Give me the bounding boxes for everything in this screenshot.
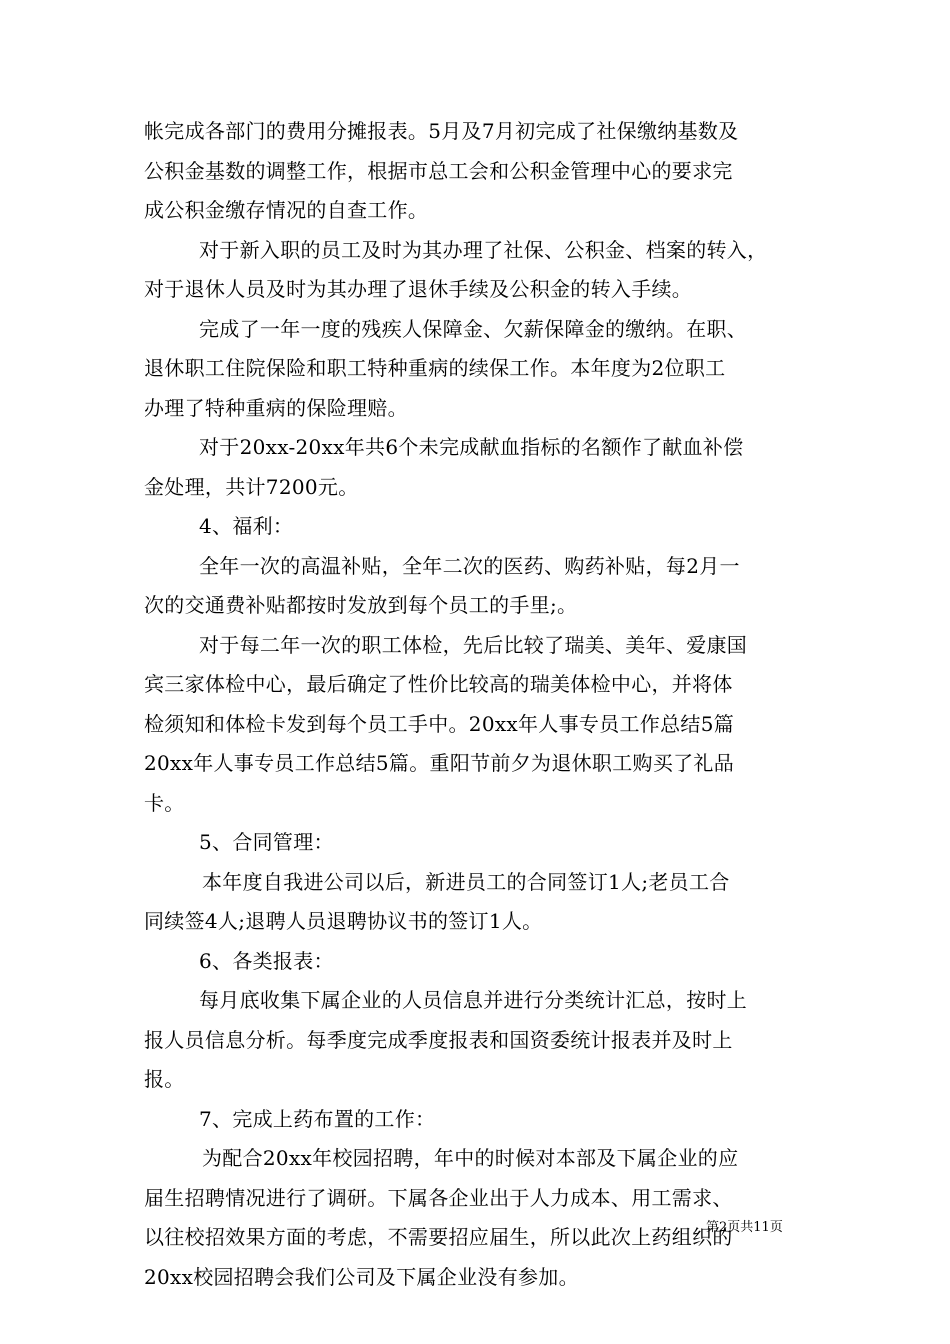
text-line: 成公积金缴存情况的自查工作。 bbox=[144, 198, 429, 222]
text-line: 届生招聘情况进行了调研。下属各企业出于人力成本、用工需求、 bbox=[144, 1185, 733, 1210]
text-line: 为配合20xx年校园招聘，年中的时候对本部及下属企业的应 bbox=[202, 1146, 739, 1170]
text-line: 对于每二年一次的职工体检，先后比较了瑞美、美年、爱康国 bbox=[199, 632, 748, 657]
text-line: 本年度自我进公司以后，新进员工的合同签订1人;老员工合 bbox=[202, 869, 730, 894]
page-number-footer: 第2页共11页 bbox=[706, 1220, 783, 1235]
text-line: 宾三家体检中心，最后确定了性价比较高的瑞美体检中心，并将体 bbox=[144, 672, 733, 696]
section-heading: 5、合同管理： bbox=[199, 830, 334, 854]
text-line: 检须知和体检卡发到每个员工手中。20xx年人事专员工作总结5篇 bbox=[144, 711, 735, 736]
section-heading: 4、福利： bbox=[199, 514, 294, 538]
text-line: 帐完成各部门的费用分摊报表。5月及7月初完成了社保缴纳基数及 bbox=[144, 119, 739, 143]
text-line: 办理了特种重病的保险理赔。 bbox=[144, 395, 408, 420]
text-line: 退休职工住院保险和职工特种重病的续保工作。本年度为2位职工 bbox=[144, 356, 726, 380]
text-line: 卡。 bbox=[144, 790, 185, 815]
text-line: 对于退休人员及时为其办理了退休手续及公积金的转入手续。 bbox=[144, 277, 693, 301]
text-line: 次的交通费补贴都按时发放到每个员工的手里;。 bbox=[144, 593, 578, 617]
text-line: 完成了一年一度的残疾人保障金、欠薪保障金的缴纳。在职、 bbox=[199, 316, 748, 341]
text-line: 公积金基数的调整工作，根据市总工会和公积金管理中心的要求完 bbox=[144, 158, 733, 183]
text-line: 金处理，共计7200元。 bbox=[144, 474, 359, 499]
text-line: 报。 bbox=[144, 1067, 185, 1091]
text-line: 对于新入职的员工及时为其办理了社保、公积金、档案的转入， bbox=[199, 237, 768, 262]
text-line: 对于20xx-20xx年共6个未完成献血指标的名额作了献血补偿 bbox=[199, 435, 744, 459]
text-line: 全年一次的高温补贴，全年二次的医药、购药补贴，每2月一 bbox=[199, 553, 740, 578]
section-heading: 7、完成上药布置的工作： bbox=[199, 1106, 436, 1131]
section-heading: 6、各类报表： bbox=[199, 948, 334, 973]
text-line: 报人员信息分析。每季度完成季度报表和国资委统计报表并及时上 bbox=[144, 1027, 733, 1052]
document-body bbox=[144, 112, 808, 1297]
text-line: 20xx年人事专员工作总结5篇。重阳节前夕为退休职工购买了礼品 bbox=[144, 751, 735, 775]
text-line: 以往校招效果方面的考虑，不需要招应届生，所以此次上药组织的 bbox=[144, 1225, 733, 1249]
text-line: 每月底收集下属企业的人员信息并进行分类统计汇总，按时上 bbox=[199, 988, 748, 1012]
text-line: 20xx校园招聘会我们公司及下属企业没有参加。 bbox=[144, 1264, 579, 1289]
text-line: 同续签4人;退聘人员退聘协议书的签订1人。 bbox=[144, 909, 543, 933]
